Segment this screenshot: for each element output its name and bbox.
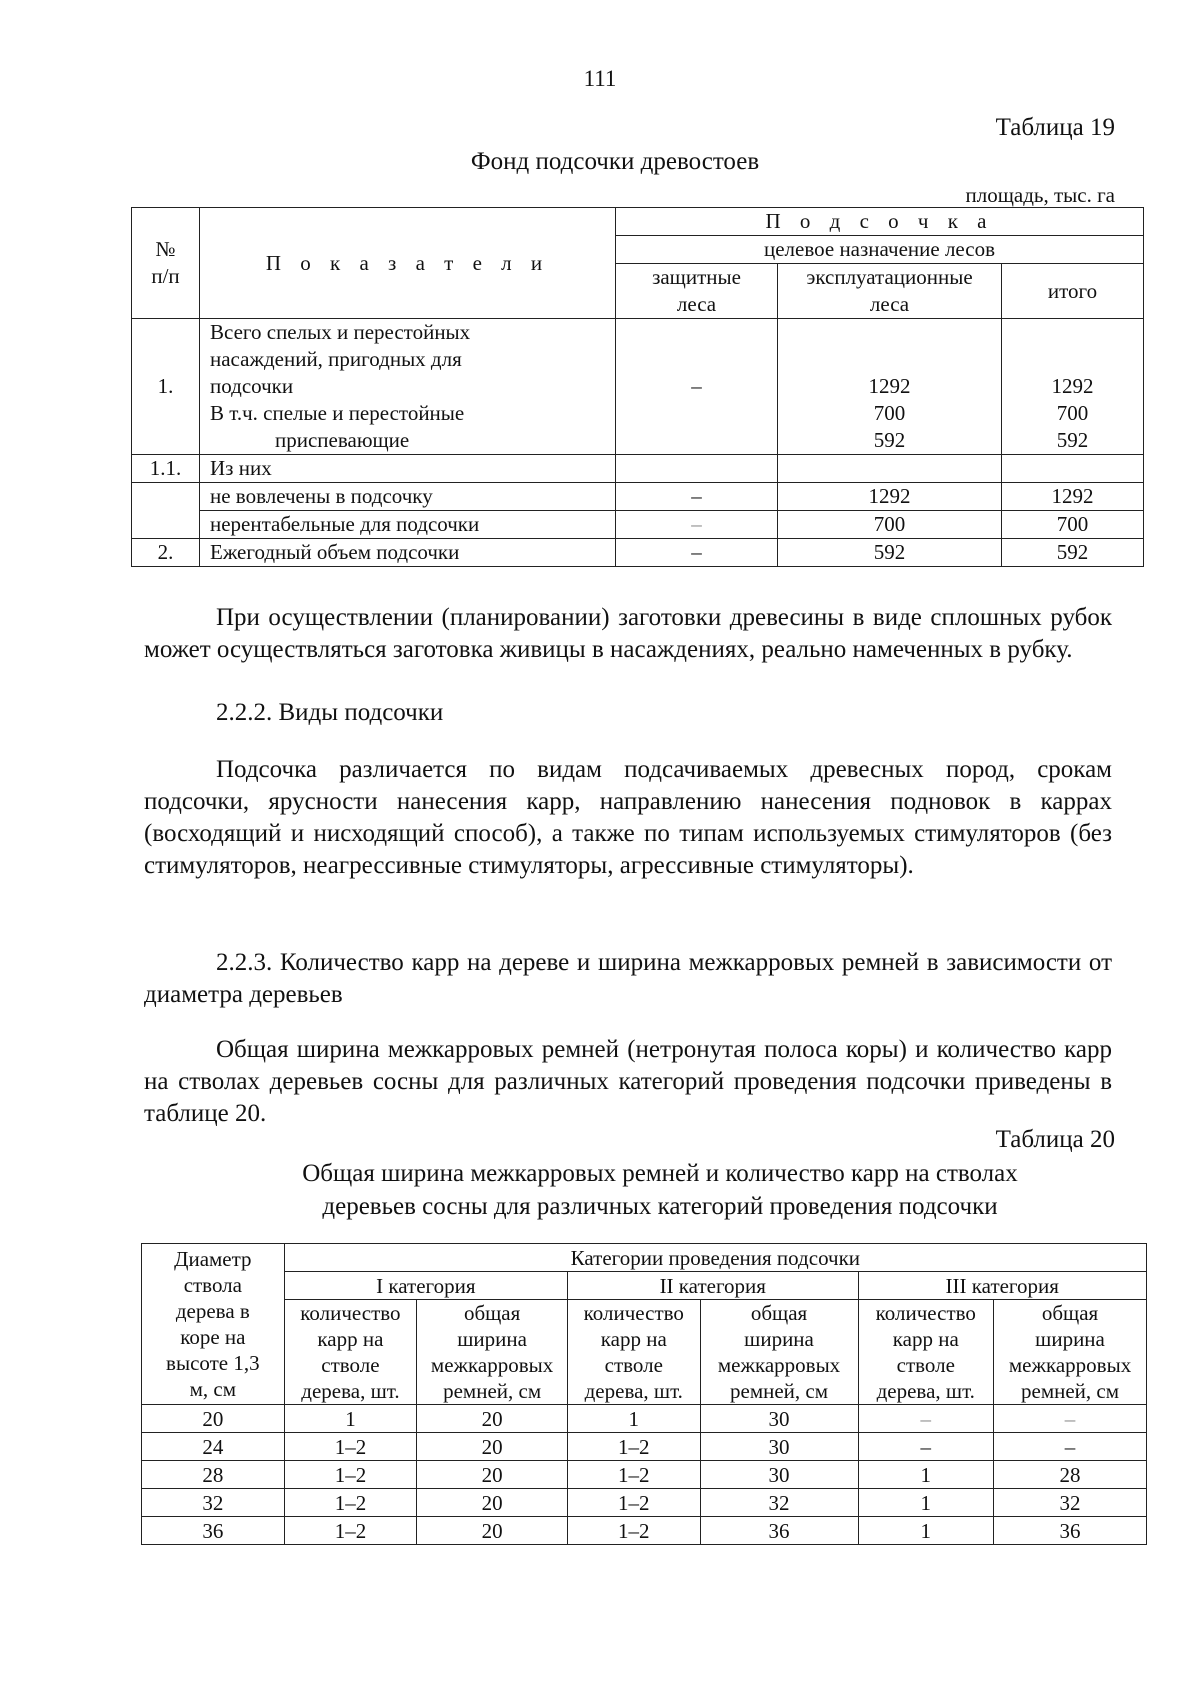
table19 [131, 207, 1144, 567]
t20-cell: 20 [417, 1461, 568, 1489]
t20-header-cat1: I категория [284, 1272, 567, 1300]
table19-unit: площадь, тыс. га [965, 183, 1115, 207]
t19-cell-protective: – [616, 511, 778, 539]
table20 [141, 1243, 1147, 1545]
table-row [132, 455, 1144, 483]
t19-cell-text [200, 319, 616, 455]
t20-cell: 32 [700, 1489, 858, 1517]
t19-header-total: итого [1002, 264, 1144, 319]
t20-cell: 30 [700, 1461, 858, 1489]
t20-cell: 1–2 [284, 1461, 417, 1489]
t20-cell: – [858, 1405, 994, 1433]
paragraph-1 [144, 602, 1112, 666]
t20-cell: 1–2 [568, 1461, 701, 1489]
t19-header-indicators: П о к а з а т е л и [200, 208, 616, 319]
t20-cell: 32 [142, 1489, 285, 1517]
t19-cell-exploitation [778, 319, 1002, 455]
t20-header-cat3: III категория [858, 1272, 1147, 1300]
t20-header-count: количество карр на стволе дерева, шт. [568, 1300, 701, 1405]
heading-2-2-3-text: 2.2.3. Количество карр на дереве и ширина межкарровых ремней в зависимости от диаметра деревьев [144, 949, 1112, 1008]
t19-cell-total: 592 [1002, 539, 1144, 567]
t20-cell: 36 [142, 1517, 285, 1545]
t20-cell: 1 [858, 1517, 994, 1545]
t19-cell-total: 1292 [1002, 483, 1144, 511]
page-number: 111 [583, 66, 617, 91]
paragraph-3-text: Общая ширина межкарровых ремней (нетронутая полоса коры) и количество карр на стволах деревьев сосны для различных категорий проведения подсочки приведены в таблице 20. [144, 1036, 1112, 1127]
table-row [132, 539, 1144, 567]
t20-cell: 1–2 [568, 1433, 701, 1461]
t20-cell: 20 [417, 1433, 568, 1461]
t20-header-width: общая ширина межкарровых ремней, см [417, 1300, 568, 1405]
table20-caption-line2: деревьев сосны для различных категорий проведения подсочки [322, 1193, 998, 1220]
t19-cell-text-main: Всего спелых и перестойных насаждений, пригодных для подсочки В т.ч. спелые и перестойные [210, 320, 471, 425]
t20-cell: 20 [417, 1517, 568, 1545]
t19-header-podsochka: П о д с о ч к а [616, 208, 1144, 236]
t20-cell: 32 [994, 1489, 1147, 1517]
t19-cell-num [132, 483, 200, 539]
t20-cell: – [994, 1405, 1147, 1433]
table-row [142, 1433, 1147, 1461]
heading-2-2-2: 2.2.2. Виды подсочки [216, 699, 444, 726]
t20-cell: 1–2 [568, 1517, 701, 1545]
t19-cell-num: 2. [132, 539, 200, 567]
t19-cell-exploitation: 1292 [778, 483, 1002, 511]
t20-cell: 20 [417, 1405, 568, 1433]
paragraph-3 [144, 1034, 1112, 1130]
t20-header-width: общая ширина межкарровых ремней, см [994, 1300, 1147, 1405]
t20-header-width: общая ширина межкарровых ремней, см [700, 1300, 858, 1405]
table-row [142, 1489, 1147, 1517]
table19-label: Таблица 19 [995, 114, 1115, 141]
t19-cell-text-indent: приспевающие [275, 428, 410, 452]
table20-label: Таблица 20 [995, 1126, 1115, 1153]
t19-cell-protective: – [616, 483, 778, 511]
t20-cell: 20 [142, 1405, 285, 1433]
t19-header-num: № п/п [132, 208, 200, 319]
t19-cell-protective [616, 455, 778, 483]
t20-header-count: количество карр на стволе дерева, шт. [858, 1300, 994, 1405]
table19-caption: Фонд подсочки древостоев [470, 148, 760, 175]
t19-header-purpose: целевое назначение лесов [616, 236, 1144, 264]
t20-header-count: количество карр на стволе дерева, шт. [284, 1300, 417, 1405]
t20-cell: 1–2 [284, 1489, 417, 1517]
t19-cell-total [1002, 455, 1144, 483]
t19-cell-exploitation: 592 [778, 539, 1002, 567]
table20-caption-line1: Общая ширина межкарровых ремней и количество карр на стволах [302, 1160, 1018, 1187]
t20-cell: 1 [568, 1405, 701, 1433]
t19-cell-text: нерентабельные для подсочки [200, 511, 616, 539]
t19-header-exploitation: эксплуатационные леса [778, 264, 1002, 319]
t20-cell: 1 [858, 1489, 994, 1517]
t20-cell: – [994, 1433, 1147, 1461]
t19-cell-total [1002, 319, 1144, 455]
t19-cell-protective: – [616, 319, 778, 455]
t20-cell: 24 [142, 1433, 285, 1461]
t20-cell: 1–2 [284, 1517, 417, 1545]
t19-header-protective: защитные леса [616, 264, 778, 319]
t20-header-diameter: Диаметр ствола дерева в коре на высоте 1,3 м, см [142, 1244, 285, 1405]
t19-cell-num: 1.1. [132, 455, 200, 483]
t20-header-cat2: II категория [568, 1272, 858, 1300]
t20-cell: 1–2 [284, 1433, 417, 1461]
t19-cell-exploitation-values: 1292 700 592 [868, 374, 911, 452]
t19-cell-num: 1. [132, 319, 200, 455]
table-row [142, 1461, 1147, 1489]
table-row [142, 1517, 1147, 1545]
t19-cell-total-values: 1292 700 592 [1051, 374, 1094, 452]
t19-cell-text: Ежегодный объем подсочки [200, 539, 616, 567]
t20-cell: 20 [417, 1489, 568, 1517]
t20-cell: 36 [700, 1517, 858, 1545]
t20-cell: 28 [994, 1461, 1147, 1489]
t20-cell: 36 [994, 1517, 1147, 1545]
paragraph-1-text: При осуществлении (планировании) заготовки древесины в виде сплошных рубок может осуществляться заготовка живицы в насаждениях, реально намеченных в рубку. [144, 604, 1112, 663]
t20-cell: 30 [700, 1405, 858, 1433]
t19-cell-exploitation: 700 [778, 511, 1002, 539]
t19-cell-exploitation [778, 455, 1002, 483]
table-row [132, 319, 1144, 455]
t20-cell: – [858, 1433, 994, 1461]
table-row [132, 483, 1144, 511]
table-row [132, 511, 1144, 539]
t20-cell: 28 [142, 1461, 285, 1489]
table-row [142, 1405, 1147, 1433]
t20-cell: 1 [858, 1461, 994, 1489]
paragraph-2-text: Подсочка различается по видам подсачиваемых древесных пород, срокам подсочки, ярусности нанесения карр, направлению нанесения подновок в каррах (восходящий и нисходящий способ), а также по типам используемых стимуляторов (без стимуляторов, неагрессивные стимуляторы, агрессивные стимуляторы). [144, 756, 1112, 879]
t19-cell-text: Из них [200, 455, 616, 483]
t20-cell: 1–2 [568, 1489, 701, 1517]
t20-cell: 30 [700, 1433, 858, 1461]
t20-cell: 1 [284, 1405, 417, 1433]
heading-2-2-3 [144, 947, 1112, 1011]
paragraph-2 [144, 754, 1112, 882]
t19-cell-protective: – [616, 539, 778, 567]
t19-cell-total: 700 [1002, 511, 1144, 539]
t20-header-categories: Категории проведения подсочки [284, 1244, 1146, 1272]
t19-cell-text: не вовлечены в подсочку [200, 483, 616, 511]
